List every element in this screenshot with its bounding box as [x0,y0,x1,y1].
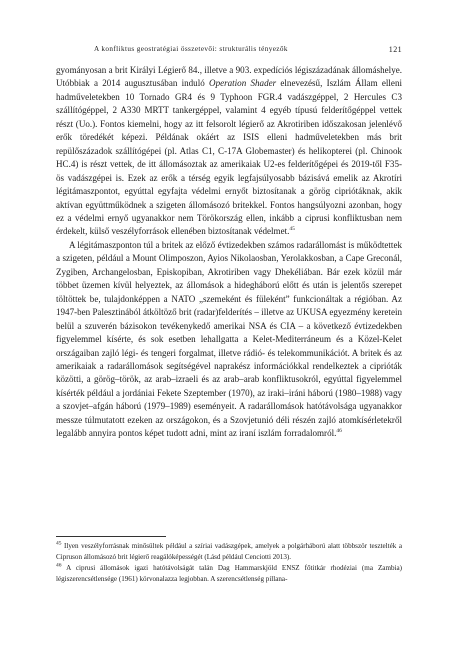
paragraph-2 [56,239,402,441]
footnote-number: 46 [56,562,62,569]
footnote-text: Ilyen veszélyforrásnak minősültek például a szíriai vadászgépek, amelyek a polgárháború alatt többször tesztelték a Cipruson állomásozó brit légierő reagálóképességét (Lásd például Cenciotti 2013). [56,542,402,561]
footnote-text: A ciprusi állomások igazi hatótávolságát talán Dag Hammarskjöld ENSZ főtitkár rhodéziai (ma Zambia) légiszerencsétlensége (1961) körvonalazza legjobban. A szerencsétlenség pillana- [56,564,402,583]
footnote-divider [56,536,166,537]
footnote-ref-46[interactable]: 46 [336,428,342,435]
operation-name: Operation Shader [209,78,277,89]
paragraph-2-text: A légitámaszponton túl a britek az előző évtizedekben számos radarállomást is működtettek a szigeten, például a Mount Olimposzon, Ayios Nikolaosban, Yerolakkosban, a Cape Greconál, Zygiben, Archangelosban, Episkopiban, Akrotiriben vagy Dhekéliában. Bár ezek közül már többet üzemen kívül helyeztek, az állomások a hidegháború előtt és után is jelentős szerepet töltöttek be, tulajdonképpen a NATO „szemeként és füleként” funkcionáltak a régióban. Az 1947-ben Palesztinából átköltöző brit (radar)felderítés – illetve az UKUSA egyezmény keretein belül a szuverén bázisokon tevékenykedő amerikai NSA és CIA – a következő évtizedekben figyelemmel kísérte, és sok esetben lehallgatta a Kelet-Mediterráneum és a Közel-Kelet országaiban zajló légi- és tengeri forgalmat, illetve rádió- és telekommunikációt. A britek és az amerikaiak a radarállomások segítségével naprakész információkkal rendelkeztek a ciprióták közötti, a görög–török, az arab–izraeli és az arab–arab konfliktusokról, egyúttal figyelemmel kísérték például a jordániai Fekete Szeptember (1970), az iraki–iráni háború (1980–1988) vagy a szovjet–afgán háború (1979–1989) eseményeit. A radarállomások hatótávolsága ugyanakkor messze túlmutatott ezeken az országokon, és a Szovjetunió déli részén zajló atomkísérletekről legalább annyira pontos képet tudott adni, mint az iraní iszlám forradalomról. [56,239,402,439]
paragraph-1-text-a: gyományosan a brit Királyi Légierő 84., illetve a 903. expedíciós légiszázadának állomáshelye. Utóbbiak a 2014 augusztusában induló [56,65,402,89]
footnote-45 [56,541,402,562]
running-title: A konfliktus geostratégiai összetevői: strukturális tényezők [94,45,288,53]
footnote-number: 45 [56,540,62,547]
paragraph-1 [56,64,402,239]
running-header [56,45,402,57]
paragraph-1-text-b: elnevezésű, Iszlám Állam elleni hadműveletekben 10 Tornado GR4 és 9 Typhoon FGR.4 vadászgéppel, 2 Hercules C3 szállítógéppel, 2 A330 MRTT tankergéppel, valamint 4 egyéb típusú felderítőgéppel vettek részt (Uo.). Fontos kiemelni, hogy az itt felsorolt légierő az Akrotiriben időszakosan jelenlévő erők töredékét képezi. Példának okáért az ISIS elleni hadműveletekben más brit repülőszázadok szállítógépei (pl. Atlas C1, C-17A Globemaster) és helikopterei (pl. Chinook HC.4) is részt vettek, de itt állomásoztak az amerikaiak U2-es felderítőgépei és 2019-től F35-ös vadászgépei is. Ezek az erők a térség egyik legfajsúlyosabb bázisává emelik az Akrotíri légitámaszpontot, egyúttal egyfajta védelmi ernyőt biztosítanak a görög cipriótáknak, akik aktívan együttműködnek a szigeten állomásozó britekkel. Fontos hangsúlyozni azonban, hogy ez a védelmi ernyő ugyanakkor nem Törökország ellen, inkább a ciprusi konfliktusban nem érdekelt, külső veszélyforrások ellenében biztosítanak védelmet. [56,78,402,237]
main-text [56,64,402,441]
footnotes [56,541,402,585]
footnote-46 [56,563,402,584]
page-number: 121 [388,45,402,54]
footnote-ref-45[interactable]: 45 [289,226,295,233]
